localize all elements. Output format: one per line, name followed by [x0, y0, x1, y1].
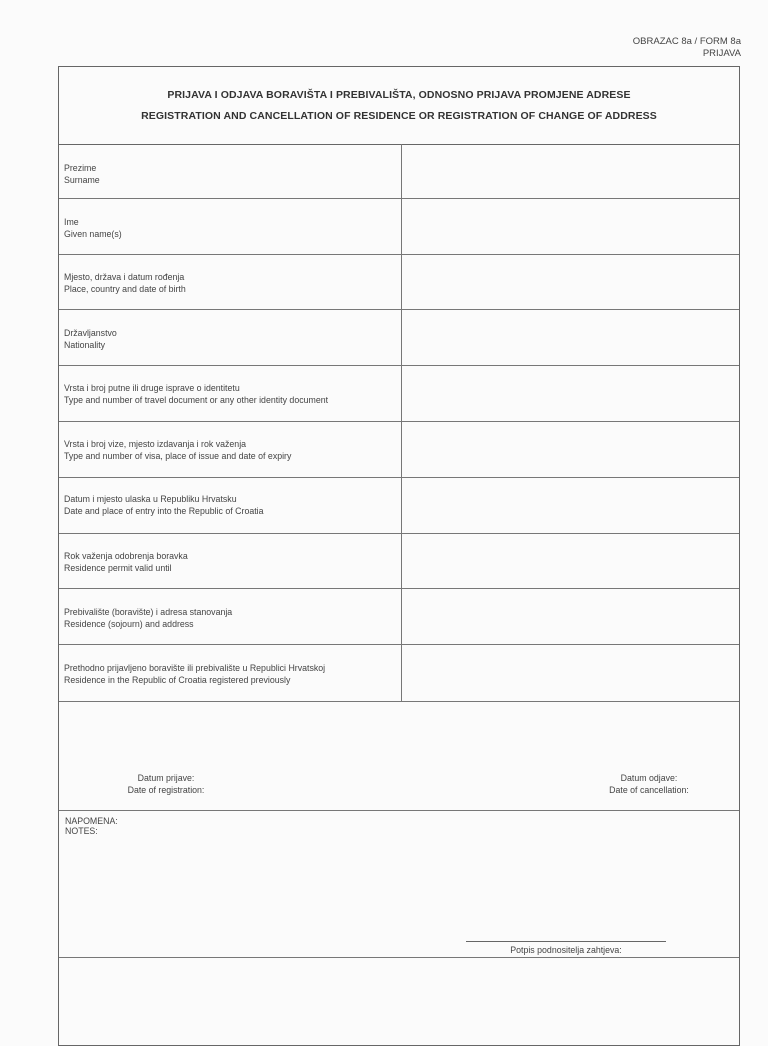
field-label — [64, 272, 394, 295]
label-hr: Državljanstvo — [64, 328, 117, 338]
signature-line[interactable] — [466, 941, 666, 942]
notes-section — [59, 810, 739, 958]
label-hr: Vrsta i broj putne ili druge isprave o identitetu — [64, 383, 240, 393]
label-en: Given name(s) — [64, 228, 122, 239]
label-en: NOTES: — [65, 825, 98, 836]
row-previous-residence — [59, 646, 739, 702]
field-label — [64, 439, 394, 462]
birth-field[interactable] — [402, 255, 739, 309]
label-en: Date and place of entry into the Republic of Croatia — [64, 505, 264, 516]
form-title-en: REGISTRATION AND CANCELLATION OF RESIDENCE OR REGISTRATION OF CHANGE OF ADDRESS — [141, 110, 657, 122]
field-label — [64, 607, 394, 630]
field-label — [64, 163, 394, 186]
visa-field[interactable] — [402, 423, 739, 477]
label-hr: NAPOMENA: — [65, 816, 118, 826]
row-identity-document — [59, 367, 739, 422]
field-label — [64, 551, 394, 574]
form-title-hr: PRIJAVA I ODJAVA BORAVIŠTA I PREBIVALIŠTA, ODNOSNO PRIJAVA PROMJENE ADRESE — [167, 89, 631, 101]
label-en: Type and number of visa, place of issue and date of expiry — [64, 450, 292, 461]
registration-date-label — [101, 773, 231, 796]
label-hr: Datum i mjesto ulaska u Republiku Hrvatsku — [64, 494, 237, 504]
previous-residence-field[interactable] — [402, 646, 739, 701]
label-en: Type and number of travel document or any other identity document — [64, 394, 329, 405]
label-en: Nationality — [64, 339, 106, 350]
row-permit-valid — [59, 534, 739, 589]
label-en: Residence permit valid until — [64, 562, 172, 573]
cancellation-date-label — [589, 773, 709, 796]
form-header — [633, 36, 741, 59]
field-label — [64, 663, 394, 686]
notes-field[interactable] — [59, 838, 739, 957]
form-type: PRIJAVA — [702, 47, 741, 59]
label-en: Date of cancellation: — [609, 784, 689, 795]
label-hr: Datum odjave: — [620, 773, 678, 783]
label-hr: Ime — [64, 217, 79, 227]
label-hr: Prebivalište (boravište) i adresa stanovanja — [64, 607, 233, 617]
row-visa — [59, 423, 739, 478]
row-surname — [59, 144, 739, 199]
form-frame — [58, 66, 740, 1046]
entry-field[interactable] — [402, 479, 739, 533]
notes-label — [65, 817, 118, 836]
field-label — [64, 494, 394, 517]
field-label — [64, 383, 394, 406]
title-box — [59, 67, 739, 145]
label-hr: Prethodno prijavljeno boravište ili prebivalište u Republici Hrvatskoj — [64, 663, 326, 673]
label-en: Date of registration: — [127, 784, 205, 795]
label-en: Residence (sojourn) and address — [64, 618, 194, 629]
label-en: Place, country and date of birth — [64, 283, 186, 294]
permit-valid-field[interactable] — [402, 534, 739, 588]
row-entry — [59, 479, 739, 534]
field-label — [64, 217, 394, 240]
label-en: Surname — [64, 174, 100, 185]
dates-section — [59, 702, 739, 811]
form-code: OBRAZAC 8a / FORM 8a — [632, 36, 741, 47]
identity-document-field[interactable] — [402, 367, 739, 421]
field-label — [64, 328, 394, 351]
given-names-field[interactable] — [402, 200, 739, 254]
surname-field[interactable] — [402, 144, 739, 198]
row-nationality — [59, 311, 739, 366]
label-hr: Vrsta i broj vize, mjesto izdavanja i rok važenja — [64, 439, 247, 449]
label-en: Residence in the Republic of Croatia registered previously — [64, 674, 291, 685]
label-hr: Prezime — [64, 163, 97, 173]
nationality-field[interactable] — [402, 311, 739, 365]
label-hr: Mjesto, država i datum rođenja — [64, 272, 185, 282]
row-given-names — [59, 200, 739, 255]
row-residence-address — [59, 590, 739, 645]
residence-address-field[interactable] — [402, 590, 739, 644]
row-birth — [59, 255, 739, 310]
label-hr: Datum prijave: — [137, 773, 195, 783]
signature-label: Potpis podnositelja zahtjeva: — [510, 945, 622, 955]
label-hr: Rok važenja odobrenja boravka — [64, 551, 188, 561]
